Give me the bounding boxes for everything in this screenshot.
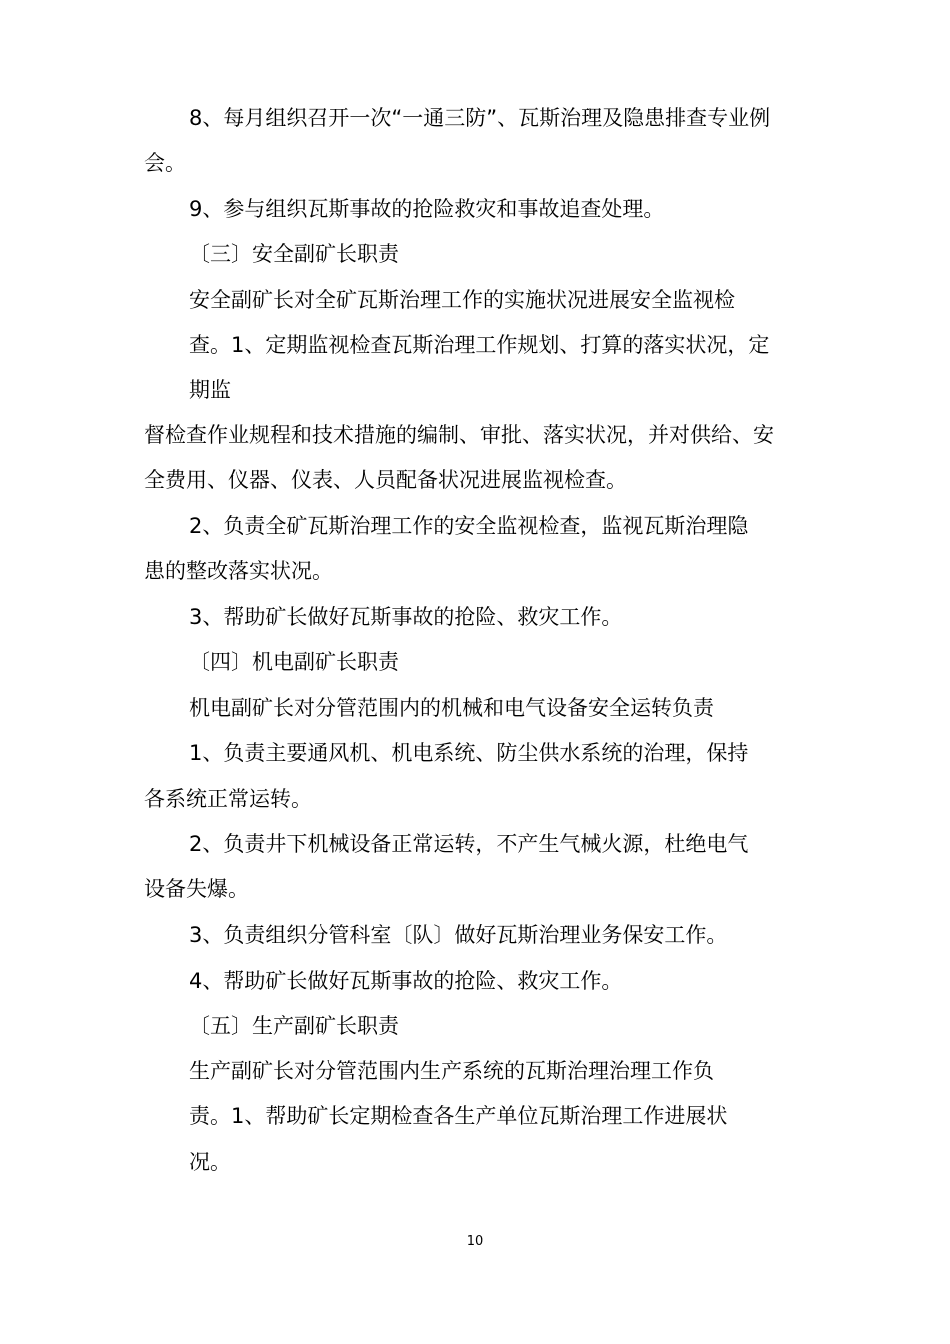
text-line: 设备失爆。 <box>144 877 249 901</box>
text-line: 责。1、帮助矿长定期检查各生产单位瓦斯治理工作进展状 <box>189 1104 728 1128</box>
text-line: 全费用、仪器、仪表、人员配备状况进展监视检查。 <box>144 468 627 492</box>
text-line: 况。 <box>189 1150 231 1174</box>
text-line: 2、负责全矿瓦斯治理工作的安全监视检查，监视瓦斯治理隐 <box>189 514 749 538</box>
text-line: 1、负责主要通风机、机电系统、防尘供水系统的治理，保持 <box>189 741 749 765</box>
text-line: 会。 <box>144 151 186 175</box>
text-line: 2、负责井下机械设备正常运转，不产生气械火源，杜绝电气 <box>189 832 749 856</box>
text-line: 督检查作业规程和技术措施的编制、审批、落实状况，并对供给、安 <box>144 423 774 447</box>
section-heading: 〔五〕生产副矿长职责 <box>189 1014 399 1038</box>
text-line: 期监 <box>189 378 231 402</box>
text-line: 3、负责组织分管科室〔队〕做好瓦斯治理业务保安工作。 <box>189 923 728 947</box>
text-line: 安全副矿长对全矿瓦斯治理工作的实施状况进展安全监视检 <box>189 288 735 312</box>
text-line: 3、帮助矿长做好瓦斯事故的抢险、救灾工作。 <box>189 605 623 629</box>
text-line: 9、参与组织瓦斯事故的抢险救灾和事故追查处理。 <box>189 197 665 221</box>
section-heading: 〔四〕机电副矿长职责 <box>189 650 399 674</box>
text-line: 各系统正常运转。 <box>144 787 312 811</box>
text-line: 4、帮助矿长做好瓦斯事故的抢险、救灾工作。 <box>189 969 623 993</box>
text-line: 查。1、定期监视检查瓦斯治理工作规划、打算的落实状况，定 <box>189 333 770 357</box>
text-line: 8、每月组织召开一次“一通三防”、瓦斯治理及隐患排查专业例 <box>189 106 771 130</box>
text-line: 生产副矿长对分管范围内生产系统的瓦斯治理治理工作负 <box>189 1059 714 1083</box>
page-number: 10 <box>466 1234 484 1249</box>
section-heading: 〔三〕安全副矿长职责 <box>189 242 399 266</box>
text-line: 患的整改落实状况。 <box>144 559 333 583</box>
text-line: 机电副矿长对分管范围内的机械和电气设备安全运转负责 <box>189 696 714 720</box>
